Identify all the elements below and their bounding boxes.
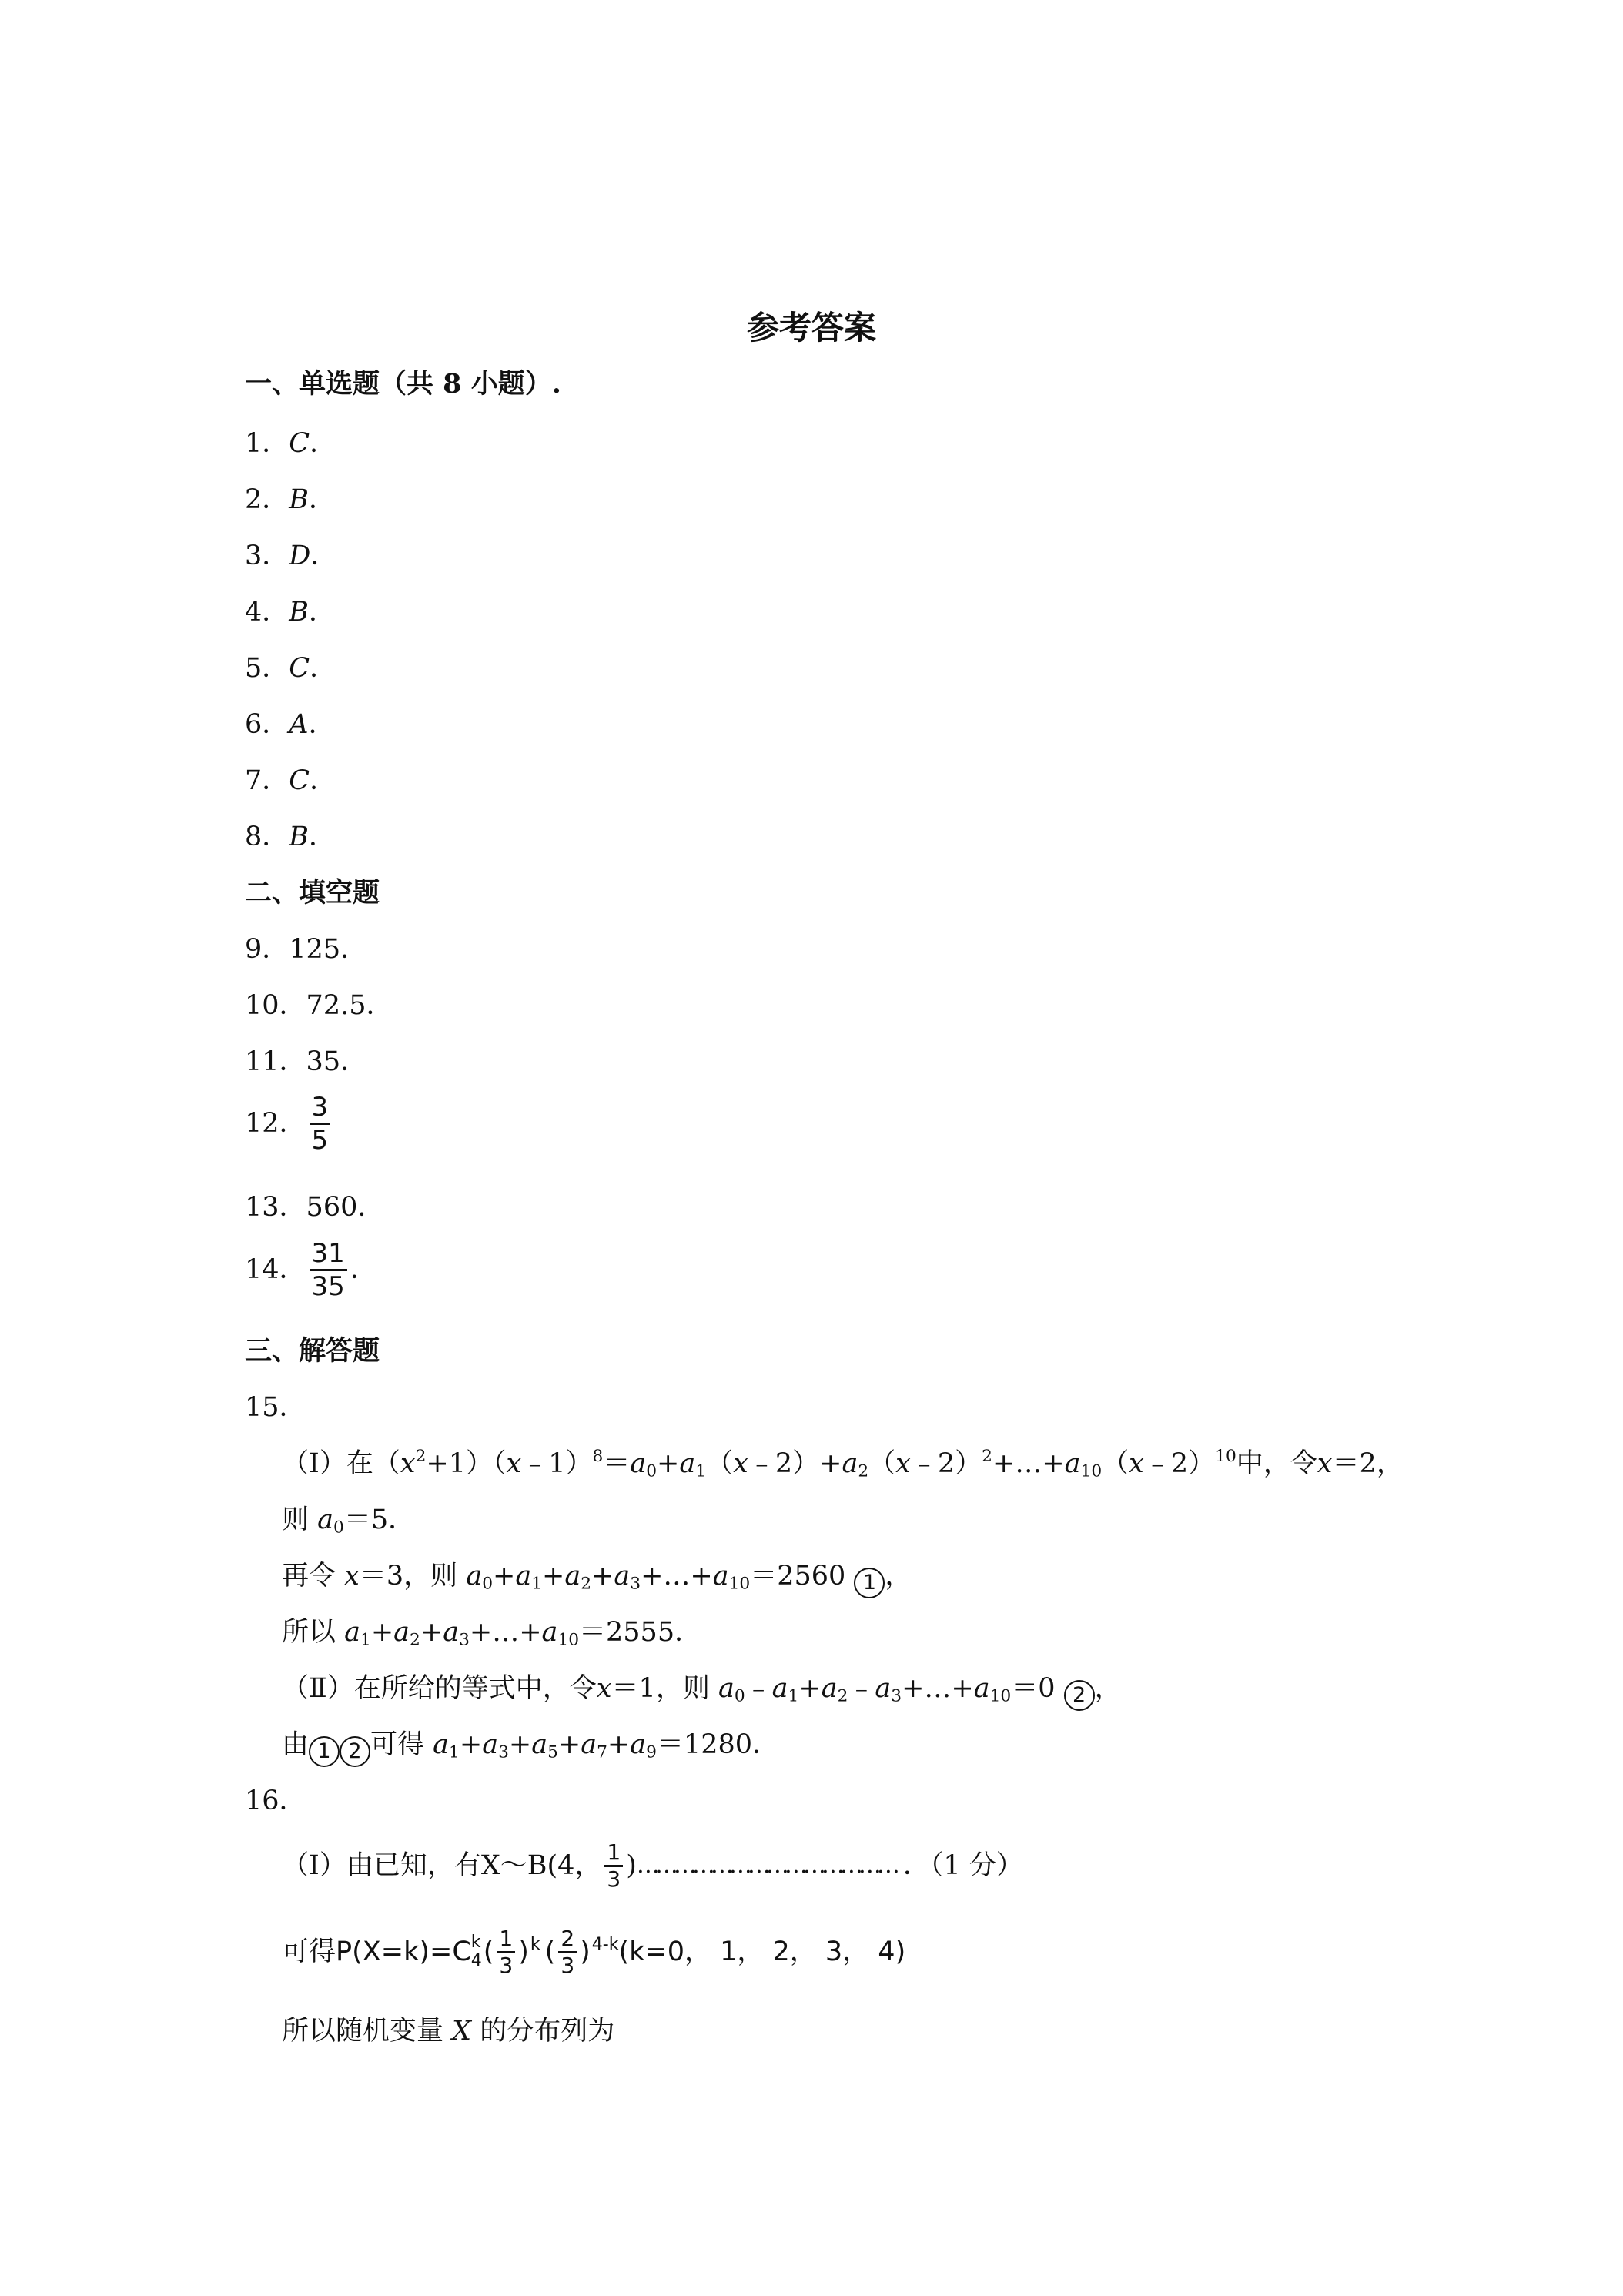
text: （ bbox=[868, 1448, 896, 1479]
var-a: a bbox=[541, 1617, 558, 1648]
var-a: a bbox=[718, 1673, 735, 1704]
text: (k=0， 1， 2， 3， 4) bbox=[618, 1936, 906, 1967]
subscript: 2 bbox=[837, 1686, 848, 1706]
var-a: a bbox=[630, 1448, 647, 1479]
q-answer: C bbox=[289, 653, 310, 684]
subscript: 7 bbox=[597, 1742, 607, 1762]
answer-q4: 4．B． bbox=[245, 597, 336, 628]
subscript: 3 bbox=[630, 1574, 641, 1594]
text: + bbox=[798, 1673, 822, 1704]
answer-q5: 5．C． bbox=[245, 653, 337, 684]
q-number: 7． bbox=[245, 765, 289, 796]
text: + bbox=[557, 1729, 581, 1760]
text: 再令 bbox=[282, 1561, 336, 1591]
text: + bbox=[508, 1729, 532, 1760]
var-a: a bbox=[771, 1673, 788, 1704]
text: ＝5． bbox=[343, 1504, 416, 1535]
q-number: 4． bbox=[245, 597, 289, 628]
exponent: k bbox=[530, 1935, 540, 1954]
q-number: 2． bbox=[245, 484, 289, 515]
var-X: X bbox=[452, 2016, 472, 2047]
q-number: 6． bbox=[245, 709, 289, 740]
text: ) bbox=[580, 1936, 591, 1967]
numerator: 31 bbox=[311, 1237, 345, 1269]
subscript: 10 bbox=[728, 1574, 751, 1594]
section-solution: 三、解答题 bbox=[245, 1335, 380, 1367]
text: ， bbox=[885, 1561, 912, 1591]
text: ， bbox=[1094, 1673, 1122, 1704]
denominator: 3 bbox=[561, 1952, 575, 1978]
binomial-indices bbox=[471, 1933, 482, 1970]
subscript: 4 bbox=[470, 1951, 482, 1970]
var-a: a bbox=[973, 1673, 990, 1704]
text: ﹣2） bbox=[1143, 1448, 1216, 1479]
q-answer: A bbox=[289, 709, 309, 740]
q-number: 1． bbox=[245, 428, 289, 459]
var-a: a bbox=[581, 1729, 597, 1760]
answer-q10 bbox=[245, 989, 393, 1022]
text: +…+ bbox=[902, 1673, 974, 1704]
text: 则 bbox=[282, 1504, 310, 1535]
section-single-choice: 一、单选题（共 8 小题）. bbox=[245, 368, 561, 400]
answer-q14 bbox=[245, 1235, 377, 1304]
q-answer: 125． bbox=[289, 934, 368, 965]
answer-q12 bbox=[245, 1089, 333, 1158]
fraction bbox=[497, 1926, 515, 1978]
q15-line-3 bbox=[282, 1559, 912, 1598]
q15-line-6 bbox=[282, 1728, 779, 1767]
q-answer: B bbox=[289, 822, 310, 852]
text: ) bbox=[518, 1936, 529, 1967]
text: ＝1，则 bbox=[611, 1673, 710, 1704]
var-a: a bbox=[393, 1617, 410, 1648]
fraction bbox=[604, 1840, 623, 1892]
text: + bbox=[420, 1617, 443, 1648]
q-number: 8． bbox=[245, 822, 289, 852]
text: 中，令 bbox=[1236, 1448, 1317, 1479]
var-x: x bbox=[1129, 1448, 1144, 1479]
subscript: 9 bbox=[646, 1742, 657, 1762]
answer-q1: 1．C． bbox=[245, 428, 337, 459]
numerator: 1 bbox=[607, 1839, 621, 1865]
q-number: 11． bbox=[245, 1046, 306, 1077]
q15-line-1 bbox=[282, 1447, 1404, 1481]
q15-number: 15． bbox=[245, 1392, 306, 1423]
text: ( bbox=[483, 1936, 494, 1967]
subscript: 0 bbox=[734, 1686, 745, 1706]
text: + bbox=[459, 1729, 483, 1760]
subscript: 10 bbox=[557, 1630, 580, 1650]
text: （ bbox=[1102, 1448, 1129, 1479]
circled-one-icon: 1 bbox=[309, 1736, 340, 1767]
denominator: 35 bbox=[311, 1270, 345, 1302]
q16-line-1 bbox=[282, 1831, 1023, 1900]
q-answer: B bbox=[289, 597, 310, 628]
answer-q13 bbox=[245, 1190, 384, 1224]
var-a: a bbox=[679, 1448, 696, 1479]
denominator: 3 bbox=[499, 1952, 514, 1978]
subscript: 1 bbox=[531, 1574, 543, 1594]
exponent: 2 bbox=[982, 1446, 992, 1466]
text: +…+ bbox=[992, 1448, 1065, 1479]
text: ＝2555． bbox=[579, 1617, 702, 1648]
text: （Ⅰ）在（ bbox=[282, 1448, 400, 1479]
text: + bbox=[607, 1729, 631, 1760]
answer-q3: 3．D． bbox=[245, 541, 338, 571]
exponent: 10 bbox=[1215, 1446, 1236, 1466]
text: ＝3，则 bbox=[359, 1561, 458, 1591]
subscript: 10 bbox=[1080, 1461, 1103, 1481]
q-answer: 560． bbox=[306, 1192, 385, 1223]
q-answer: D bbox=[289, 541, 311, 571]
text: 所以随机变量 bbox=[282, 2016, 444, 2047]
numerator: 3 bbox=[311, 1091, 329, 1123]
var-a: a bbox=[531, 1729, 548, 1760]
subscript: 2 bbox=[581, 1574, 592, 1594]
text: 的分布列为 bbox=[480, 2016, 615, 2047]
fraction bbox=[558, 1926, 577, 1978]
subscript: 2 bbox=[858, 1461, 869, 1481]
text: 可得P(X=k)=C bbox=[282, 1936, 471, 1967]
text: +…+ bbox=[469, 1617, 542, 1648]
text: ＝ bbox=[603, 1448, 631, 1479]
q-answer: C bbox=[289, 428, 310, 459]
text: ( bbox=[544, 1936, 556, 1967]
section-fill-blank: 二、填空题 bbox=[245, 877, 380, 909]
q16-line-3 bbox=[282, 2014, 614, 2048]
text: +1）（ bbox=[426, 1448, 507, 1479]
text: ﹣2） bbox=[910, 1448, 982, 1479]
subscript: 3 bbox=[459, 1630, 470, 1650]
var-a: a bbox=[842, 1448, 858, 1479]
text: ＝0 bbox=[1011, 1673, 1056, 1704]
text: ﹣1） bbox=[521, 1448, 593, 1479]
text: ＝2， bbox=[1332, 1448, 1404, 1479]
subscript: 10 bbox=[989, 1686, 1012, 1706]
text: ＝1280． bbox=[656, 1729, 779, 1760]
answer-q2: 2．B． bbox=[245, 484, 336, 515]
text: + bbox=[657, 1448, 680, 1479]
q-number: 9． bbox=[245, 934, 289, 965]
text: + bbox=[591, 1561, 614, 1591]
var-a: a bbox=[821, 1673, 838, 1704]
text: 可得 bbox=[370, 1729, 425, 1760]
var-a: a bbox=[317, 1504, 334, 1535]
circled-two-icon: 2 bbox=[340, 1736, 370, 1767]
q-answer: 35． bbox=[306, 1046, 368, 1077]
subscript: 5 bbox=[547, 1742, 558, 1762]
var-a: a bbox=[515, 1561, 532, 1591]
exponent: 8 bbox=[592, 1446, 604, 1466]
q-answer: 72.5． bbox=[306, 990, 393, 1021]
text: ﹣2）+ bbox=[748, 1448, 842, 1479]
text: ﹣ bbox=[848, 1673, 875, 1704]
text: 由 bbox=[282, 1729, 310, 1760]
var-a: a bbox=[344, 1617, 361, 1648]
var-a: a bbox=[630, 1729, 647, 1760]
denominator: 5 bbox=[311, 1124, 329, 1156]
q-number: 5． bbox=[245, 653, 289, 684]
text: + bbox=[542, 1561, 565, 1591]
var-x: x bbox=[1317, 1448, 1333, 1479]
answer-q11 bbox=[245, 1045, 367, 1079]
text: ﹣ bbox=[745, 1673, 772, 1704]
text: 所以 bbox=[282, 1617, 336, 1648]
var-a: a bbox=[1064, 1448, 1081, 1479]
circled-two-icon: 2 bbox=[1064, 1680, 1095, 1711]
subscript: 1 bbox=[449, 1742, 460, 1762]
answer-q6: 6．A． bbox=[245, 709, 336, 740]
subscript: 2 bbox=[410, 1630, 420, 1650]
q-answer: C bbox=[289, 765, 310, 796]
var-a: a bbox=[443, 1617, 460, 1648]
text: ＝2560 bbox=[750, 1561, 846, 1591]
var-a: a bbox=[466, 1561, 483, 1591]
q-number: 13． bbox=[245, 1192, 306, 1223]
denominator: 3 bbox=[607, 1866, 621, 1892]
exponent: 4-k bbox=[591, 1935, 619, 1954]
var-x: x bbox=[344, 1561, 360, 1591]
subscript: 1 bbox=[695, 1461, 707, 1481]
circled-one-icon: 1 bbox=[854, 1568, 885, 1598]
text: （Ⅱ）在所给的等式中，令 bbox=[282, 1673, 597, 1704]
text: + bbox=[493, 1561, 516, 1591]
subscript: 0 bbox=[333, 1518, 344, 1538]
q-number: 12． bbox=[245, 1108, 306, 1139]
text: + bbox=[370, 1617, 394, 1648]
subscript: 0 bbox=[646, 1461, 658, 1481]
var-x: x bbox=[596, 1673, 612, 1704]
q16-line-2 bbox=[282, 1917, 905, 1986]
numerator: 2 bbox=[561, 1925, 575, 1951]
var-x: x bbox=[400, 1448, 416, 1479]
superscript: k bbox=[470, 1933, 481, 1952]
text: （ bbox=[706, 1448, 734, 1479]
q-number: 10． bbox=[245, 990, 306, 1021]
var-a: a bbox=[433, 1729, 450, 1760]
var-x: x bbox=[895, 1448, 911, 1479]
subscript: 1 bbox=[360, 1630, 371, 1650]
period: ． bbox=[350, 1254, 377, 1285]
var-a: a bbox=[482, 1729, 499, 1760]
answer-q8: 8．B． bbox=[245, 822, 336, 852]
q15-line-2 bbox=[282, 1503, 415, 1537]
subscript: 3 bbox=[891, 1686, 902, 1706]
var-a: a bbox=[564, 1561, 581, 1591]
text: （Ⅰ）由已知，有X～B(4， bbox=[282, 1850, 602, 1881]
page-title: 参考答案 bbox=[746, 309, 876, 346]
subscript: 1 bbox=[788, 1686, 799, 1706]
q-answer: B bbox=[289, 484, 310, 515]
numerator: 1 bbox=[499, 1925, 514, 1951]
var-x: x bbox=[506, 1448, 522, 1479]
var-x: x bbox=[733, 1448, 748, 1479]
fraction bbox=[310, 1238, 347, 1302]
exponent: 2 bbox=[415, 1446, 427, 1466]
subscript: 0 bbox=[482, 1574, 494, 1594]
q16-number: 16． bbox=[245, 1786, 306, 1816]
var-a: a bbox=[614, 1561, 631, 1591]
text: ．（1 分） bbox=[902, 1850, 1023, 1881]
var-a: a bbox=[875, 1673, 892, 1704]
q15-line-4 bbox=[282, 1615, 701, 1649]
text: +…+ bbox=[641, 1561, 713, 1591]
answer-q9 bbox=[245, 932, 367, 966]
text: ) bbox=[626, 1850, 637, 1881]
q15-line-5 bbox=[282, 1672, 1122, 1711]
answer-q7: 7．C． bbox=[245, 765, 337, 796]
var-a: a bbox=[712, 1561, 729, 1591]
q-number: 14． bbox=[245, 1254, 306, 1285]
fraction bbox=[310, 1092, 331, 1156]
subscript: 3 bbox=[498, 1742, 509, 1762]
q-number: 3． bbox=[245, 541, 289, 571]
leader-dots: …………………………………… bbox=[636, 1852, 895, 1879]
